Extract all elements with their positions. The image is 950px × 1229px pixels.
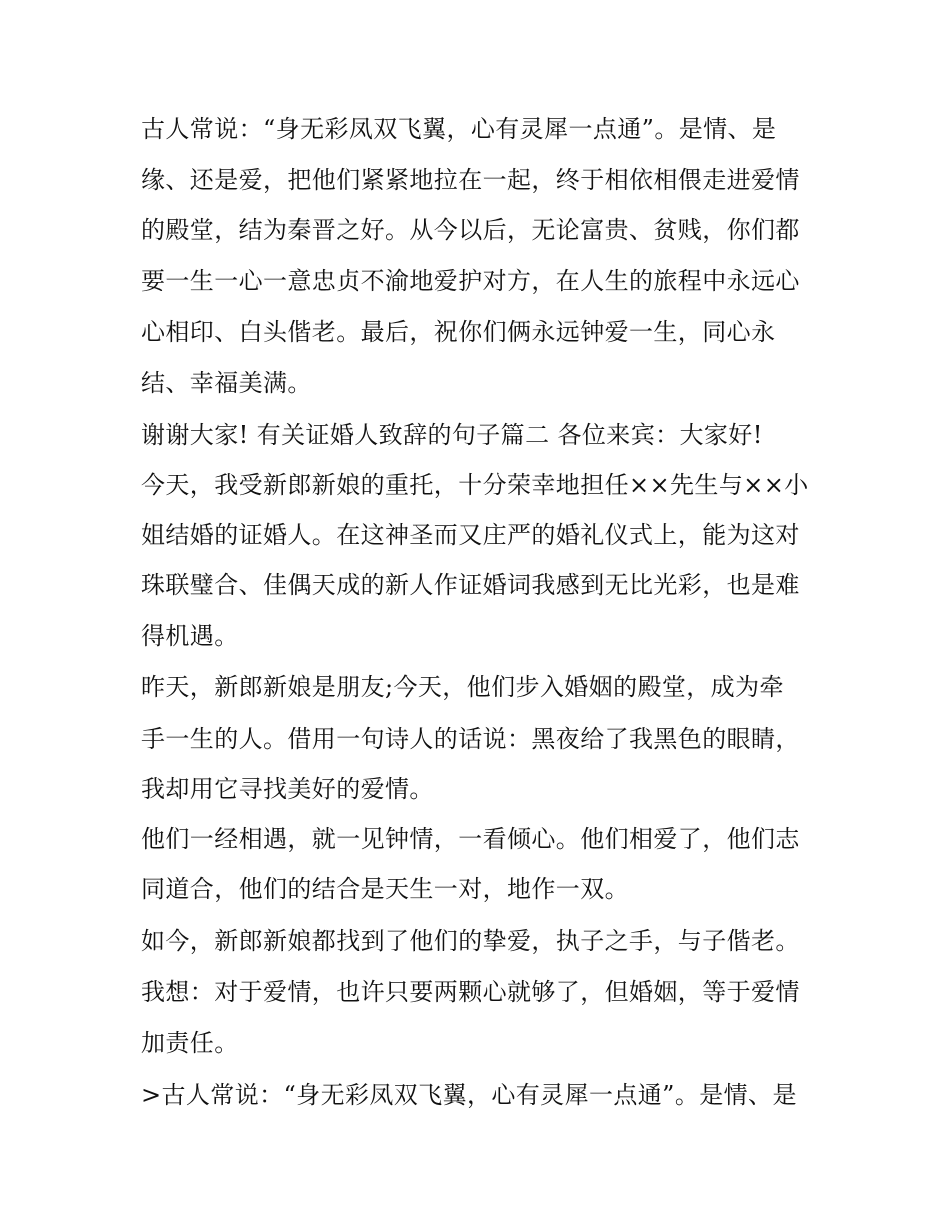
text-line: 如今，新郎新娘都找到了他们的挚爱，执子之手，与子偕老。: [141, 927, 800, 955]
text-line: 昨天，新郎新娘是朋友;今天，他们步入婚姻的殿堂，成为牵: [141, 673, 784, 701]
text-line: 我想：对于爱情，也许只要两颗心就够了，但婚姻，等于爱情: [141, 978, 800, 1006]
text-line: 同道合，他们的结合是天生一对，地作一双。: [141, 875, 629, 903]
text-line: 今天，我受新郎新娘的重托，十分荣幸地担任××先生与××小: [141, 471, 809, 499]
text-line: 结、幸福美满。: [141, 369, 312, 397]
text-line: 的殿堂，结为秦晋之好。从今以后，无论富贵、贫贱，你们都: [141, 216, 800, 244]
text-line: 他们一经相遇，就一见钟情，一看倾心。他们相爱了，他们志: [141, 825, 800, 853]
text-line: 我却用它寻找美好的爱情。: [141, 775, 434, 803]
text-line: 心相印、白头偕老。最后，祝你们俩永远钟爱一生，同心永: [141, 318, 776, 346]
text-line: >古人常说：“身无彩凤双飞翼，心有灵犀一点通”。是情、是: [141, 1081, 797, 1109]
text-line: 姐结婚的证婚人。在这神圣而又庄严的婚礼仪式上，能为这对: [141, 521, 800, 549]
text-line: 手一生的人。借用一句诗人的话说：黑夜给了我黑色的眼睛，: [141, 725, 800, 753]
text-line: 珠联璧合、佳偶天成的新人作证婚词我感到无比光彩，也是难: [141, 571, 800, 599]
text-line: 加责任。: [141, 1029, 239, 1057]
text-line: 古人常说：“身无彩凤双飞翼，心有灵犀一点通”。是情、是: [141, 115, 777, 143]
text-line: 要一生一心一意忠贞不渝地爱护对方，在人生的旅程中永远心: [141, 267, 800, 295]
text-line: 谢谢大家! 有关证婚人致辞的句子篇二 各位来宾：大家好!: [141, 421, 763, 449]
text-line: 得机遇。: [141, 622, 239, 650]
text-line: 缘、还是爱，把他们紧紧地拉在一起，终于相依相偎走进爱情: [141, 166, 800, 194]
